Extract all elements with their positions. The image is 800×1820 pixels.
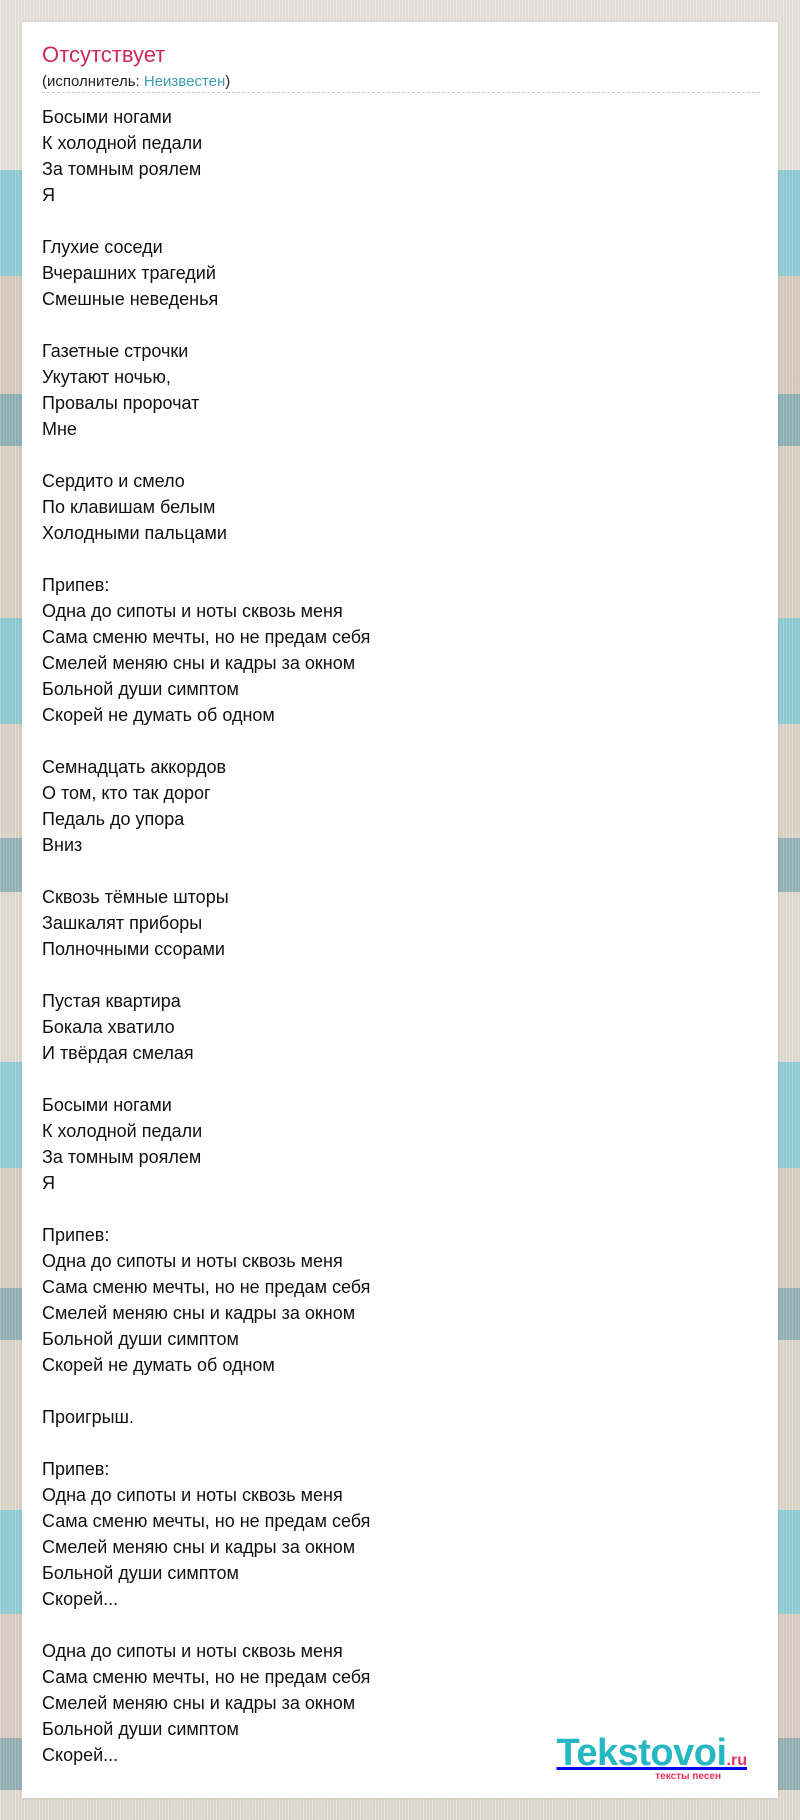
lyric-blank-line [42, 1612, 370, 1638]
lyric-line: Сама сменю мечты, но не предам себя [42, 1667, 371, 1687]
lyric-blank-line [42, 728, 370, 754]
lyric-line: О том, кто так дорог [42, 783, 211, 803]
lyric-line: Босыми ногами [42, 1095, 172, 1115]
lyric-line: Мне [42, 419, 77, 439]
lyric-line: Смелей меняю сны и кадры за окном [42, 653, 356, 673]
lyric-line: Припев: [42, 1459, 110, 1479]
logo-name: Tekstovoi [556, 1732, 727, 1774]
lyrics-text [42, 104, 370, 1768]
lyric-line: Больной души симптом [42, 1329, 239, 1349]
lyric-line: Скорей... [42, 1589, 119, 1609]
lyric-line: Семнадцать аккордов [42, 757, 227, 777]
lyric-line: Одна до сипоты и ноты сквозь меня [42, 1641, 343, 1661]
lyric-blank-line [42, 546, 370, 572]
lyric-blank-line [42, 312, 370, 338]
lyric-line: Сквозь тёмные шторы [42, 887, 229, 907]
lyric-line: Смелей меняю сны и кадры за окном [42, 1303, 356, 1323]
lyric-line: Смелей меняю сны и кадры за окном [42, 1693, 356, 1713]
lyric-line: Одна до сипоты и ноты сквозь меня [42, 1251, 343, 1271]
logo-tld: .ru [726, 1752, 747, 1769]
lyric-line: Бокала хватило [42, 1017, 175, 1037]
lyric-line: По клавишам белым [42, 497, 216, 517]
lyric-line: Вчерашних трагедий [42, 263, 216, 283]
lyric-line: Сама сменю мечты, но не предам себя [42, 1277, 371, 1297]
lyric-line: Сердито и смело [42, 471, 185, 491]
lyric-line: Укутают ночью, [42, 367, 171, 387]
lyric-line: Скорей не думать об одном [42, 1355, 275, 1375]
lyric-line: Я [42, 185, 55, 205]
song-title: Отсутствует [42, 42, 166, 67]
lyric-line: За томным роялем [42, 159, 202, 179]
lyric-line: Газетные строчки [42, 341, 189, 361]
title-divider [42, 92, 760, 93]
lyric-line: Смелей меняю сны и кадры за окном [42, 1537, 356, 1557]
lyric-line: Больной души симптом [42, 1563, 239, 1583]
lyric-blank-line [42, 442, 370, 468]
lyric-line: И твёрдая смелая [42, 1043, 194, 1063]
performer-prefix: (исполнитель: [42, 73, 144, 90]
lyric-line: Припев: [42, 575, 110, 595]
lyric-line: Скорей не думать об одном [42, 705, 275, 725]
lyric-line: Больной души симптом [42, 679, 239, 699]
performer-suffix: ) [225, 73, 231, 90]
lyric-line: Вниз [42, 835, 83, 855]
lyric-line: Больной души симптом [42, 1719, 239, 1739]
lyric-line: Проигрыш. [42, 1407, 134, 1427]
lyrics-card [22, 22, 778, 1798]
lyric-line: Припев: [42, 1225, 110, 1245]
lyric-line: Скорей... [42, 1745, 119, 1765]
lyric-line: Я [42, 1173, 55, 1193]
lyric-line: Одна до сипоты и ноты сквозь меня [42, 601, 343, 621]
lyric-line: Босыми ногами [42, 107, 172, 127]
lyric-blank-line [42, 208, 370, 234]
performer-line [42, 73, 230, 91]
lyric-line: За томным роялем [42, 1147, 202, 1167]
lyric-line: Полночными ссорами [42, 939, 225, 959]
performer-link[interactable]: Неизвестен [143, 73, 226, 90]
lyric-blank-line [42, 1430, 370, 1456]
lyric-blank-line [42, 1066, 370, 1092]
lyric-line: К холодной педали [42, 133, 203, 153]
lyric-line: Педаль до упора [42, 809, 185, 829]
lyric-blank-line [42, 1196, 370, 1222]
lyric-line: Пустая квартира [42, 991, 181, 1011]
lyric-line: К холодной педали [42, 1121, 203, 1141]
lyric-blank-line [42, 962, 370, 988]
lyric-line: Сама сменю мечты, но не предам себя [42, 1511, 371, 1531]
tekstovoi-logo[interactable] [556, 1734, 747, 1780]
lyric-line: Холодными пальцами [42, 523, 227, 543]
lyric-blank-line [42, 1378, 370, 1404]
lyric-line: Смешные неведенья [42, 289, 219, 309]
lyric-blank-line [42, 858, 370, 884]
lyric-line: Зашкалят приборы [42, 913, 203, 933]
logo-tagline: тексты песен [655, 1771, 721, 1782]
lyric-line: Сама сменю мечты, но не предам себя [42, 627, 371, 647]
lyric-line: Одна до сипоты и ноты сквозь меня [42, 1485, 343, 1505]
lyric-line: Провалы пророчат [42, 393, 200, 413]
lyric-line: Глухие соседи [42, 237, 163, 257]
